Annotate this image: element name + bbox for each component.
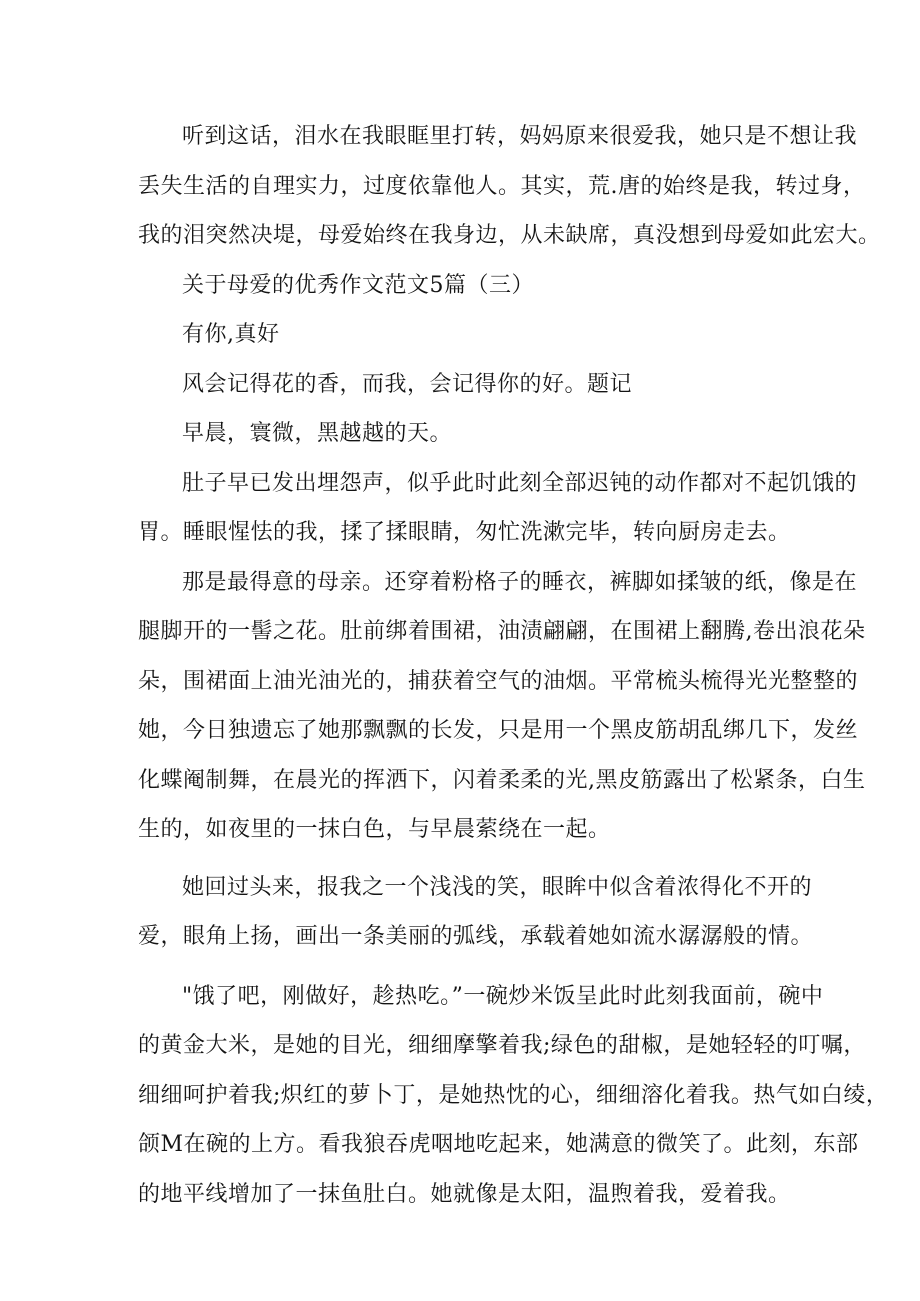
paragraph-rice [138,972,889,1220]
text-line: 丢失生活的自理实力，过度依靠他人。其实，荒.唐的始终是我，转过身， [138,173,866,199]
text-line: 肚子早已发出埋怨声，似乎此时此刻全部迟钝的动作都对不起饥饿的 [182,470,858,496]
text-line: 她回过头来，报我之一个浅浅的笑，眼眸中似含着浓得化不开的 [182,874,813,900]
paragraph-1 [138,112,881,261]
paragraph-morning [138,409,798,459]
paragraph-hunger [138,459,858,558]
text-line: 早晨，寰微，黑越越的天。 [182,421,453,446]
text-line: 化蝶阉制舞，在晨光的挥洒下，闪着柔柔的光,黑皮筋露出了松紧条，白生 [138,767,866,793]
text-line: 生的，如夜里的一抹白色，与早晨萦绕在一起。 [138,817,611,842]
text-line: 她，今日独遗忘了她那飘飘的长发，只是用一个黑皮筋胡乱绑几下，发丝 [138,718,859,743]
text-line: 腿脚开的一髻之花。肚前绑着围裙，油渍翩翩，在围裙上翻腾,卷出浪花朵 [138,619,866,644]
paragraph-smile [138,863,814,962]
text-line: 朵，围裙面上油光油光的，捕获着空气的油烟。平常梳头梳得光光整整的 [138,668,859,694]
paragraph-mother [138,558,866,855]
text-line: 胃。睡眼惺怯的我，揉了揉眼睛，匆忙洗漱完毕，转向厨房走去。 [138,520,791,545]
text-line: 关于母爱的优秀作文范文5篇（三） [182,272,534,298]
epigraph [138,360,798,410]
text-line: 我的泪突然决堤，母爱始终在我身边，从未缺席，真没想到母爱如此宏大。 [138,223,881,248]
text-line: 爱，眼角上扬，画出一条美丽的弧线，承载着她如流水潺潺般的情。 [138,924,814,949]
text-line: 那是最得意的母亲。还穿着粉格子的睡衣，裤脚如揉皱的纸，像是在 [182,569,858,595]
text-line: 听到这话，泪水在我眼眶里打转，妈妈原来很爱我，她只是不想让我 [182,124,858,149]
text-line: 有你,真好 [182,322,280,347]
text-line: "饿了吧，刚做好，趁热吃。”一碗炒米饭呈此时此刻我面前，碗中 [182,983,824,1009]
text-line: 细细呵护着我;炽红的萝卜丁，是她热忱的心，细细溶化着我。热气如白绫， [138,1082,889,1108]
essay-title [138,310,798,360]
text-line: 的黄金大米，是她的目光，细细摩擎着我;绿色的甜椒，是她轻轻的叮嘱， [138,1033,866,1058]
text-line: 的地平线增加了一抹鱼肚白。她就像是太阳，温煦着我，爱着我。 [138,1181,791,1207]
section-heading [138,261,798,311]
text-line: 风会记得花的香，而我，会记得你的好。题记 [182,371,633,397]
text-line: 颌M在碗的上方。看我狼吞虎咽地吃起来，她满意的微笑了。此刻，东部 [138,1132,859,1157]
document-body [138,112,889,1219]
